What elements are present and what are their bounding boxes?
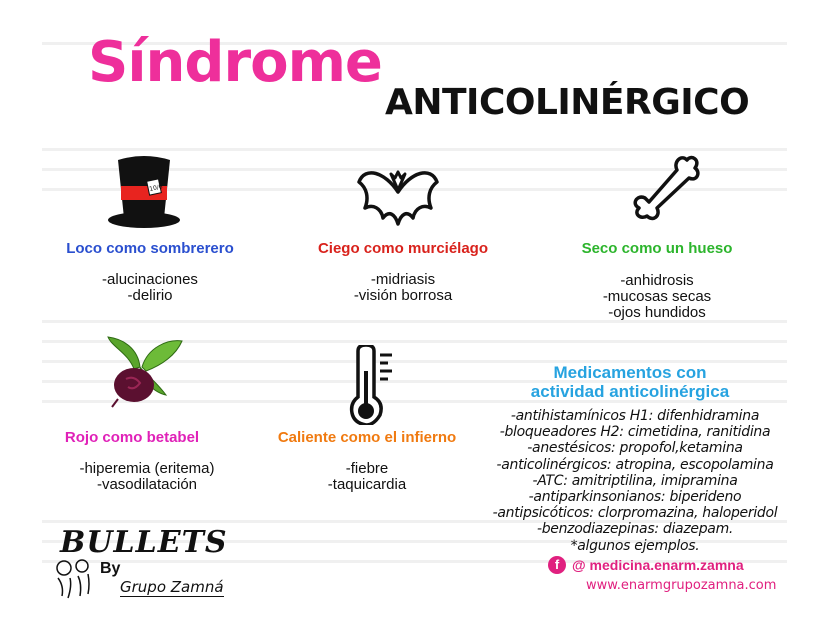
list-item: -delirio	[127, 287, 173, 304]
list-item: -antihistamínicos H1: difenhidramina	[510, 408, 760, 424]
list-item: -antiparkinsonianos: biperideno	[528, 489, 742, 506]
list-item: -fiebre	[345, 460, 389, 477]
card-heading-thermometer: Caliente como el infierno	[277, 429, 457, 446]
bone-icon	[627, 150, 705, 229]
svg-text:10/6: 10/6	[148, 183, 164, 193]
brand-logo: BULLETS	[60, 525, 228, 560]
list-item: -bloqueadores H2: cimetidina, ranitidina	[499, 424, 771, 441]
list-item: -ATC: amitriptilina, imipramina	[532, 472, 738, 489]
beet-icon	[104, 333, 186, 414]
social-handle[interactable]: f @ medicina.enarm.zamna	[548, 556, 744, 574]
card-heading-mad-hatter: Loco como sombrerero	[66, 240, 234, 257]
list-item: -antipsicóticos: clorpromazina, haloperidol	[492, 505, 778, 522]
list-item: -benzodiazepinas: diazepam.	[536, 521, 734, 538]
list-item: -anticolinérgicos: atropina, escopolamina	[496, 456, 774, 473]
website-link[interactable]: www.enarmgrupozamna.com	[586, 578, 777, 593]
brand-sketch-icon	[52, 556, 96, 605]
page-subtitle: ANTICOLINÉRGICO	[385, 82, 750, 123]
bat-icon	[355, 152, 441, 239]
list-item: -ojos hundidos	[608, 304, 706, 321]
medications-list	[470, 408, 800, 554]
brand-group: Grupo Zamná	[120, 578, 224, 596]
card-heading-bat: Ciego como murciélago	[317, 240, 489, 257]
list-item: -midriasis	[370, 271, 436, 288]
list-item: *algunos ejemplos.	[570, 537, 700, 554]
list-item: -vasodilatación	[96, 476, 198, 493]
card-heading-beet: Rojo como betabel	[64, 429, 200, 446]
top-hat-icon	[104, 152, 184, 235]
facebook-icon: f	[548, 556, 566, 574]
thermometer-icon	[346, 345, 400, 430]
medications-title: Medicamentos con actividad anticolinérgica	[530, 363, 730, 401]
brand-by: By	[100, 560, 121, 577]
page-title: Síndrome	[88, 30, 382, 95]
list-item: -hiperemia (eritema)	[79, 460, 215, 477]
list-item: -mucosas secas	[602, 288, 712, 305]
list-item: -anhidrosis	[620, 272, 694, 289]
list-item: -taquicardia	[327, 476, 407, 493]
list-item: -alucinaciones	[102, 271, 198, 288]
list-item: -visión borrosa	[353, 287, 453, 304]
list-item: -anestésicos: propofol,ketamina	[527, 440, 743, 457]
card-heading-bone: Seco como un hueso	[581, 240, 733, 257]
